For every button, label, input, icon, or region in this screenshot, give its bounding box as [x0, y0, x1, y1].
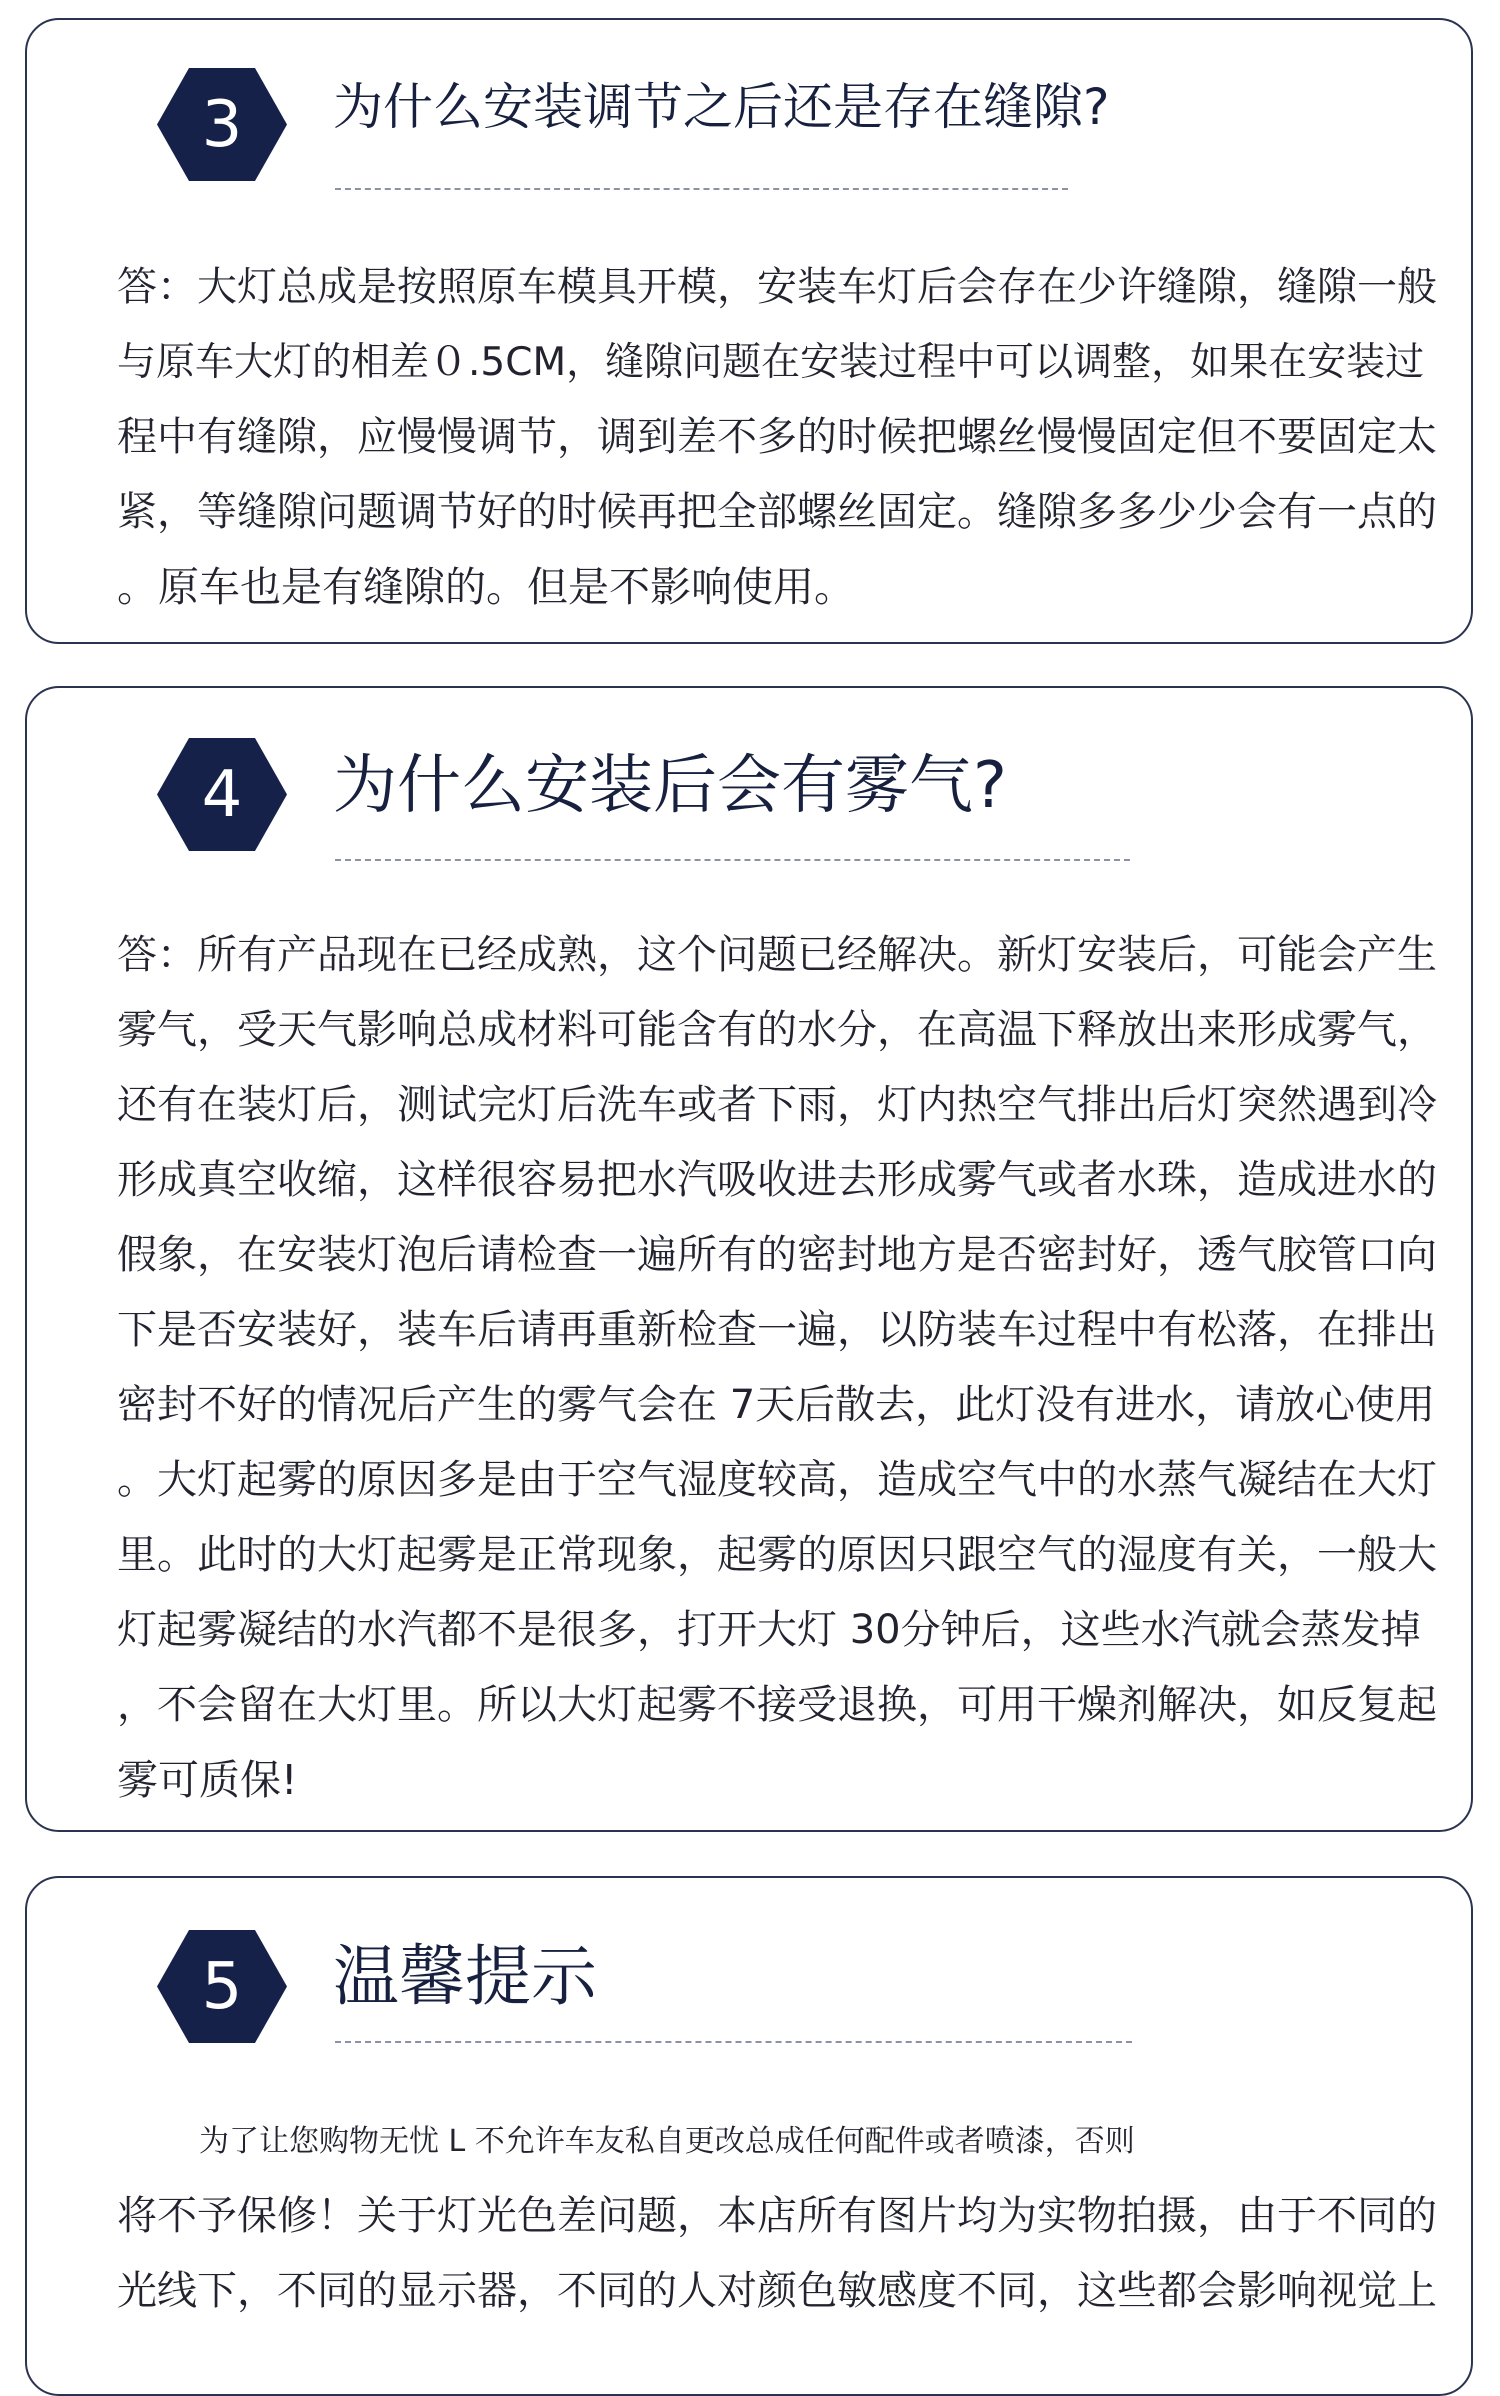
answer-line: 。原车也是有缝隙的。但是不影响使用。: [117, 563, 855, 611]
answer-line: 。大灯起雾的原因多是由于空气湿度较高，造成空气中的水蒸气凝结在大灯: [117, 1457, 1437, 1503]
notice-text: [117, 2104, 1447, 2329]
dashed-divider: [335, 859, 1130, 861]
question-title: 为什么安装后会有雾气?: [333, 749, 1007, 823]
answer-line: 密封不好的情况后产生的雾气会在 7天后散去，此灯没有进水，请放心使用: [117, 1382, 1436, 1428]
answer-line: ，不会留在大灯里。所以大灯起雾不接受退换，可用干燥剂解决，如反复起: [117, 1682, 1437, 1728]
section-number: 4: [201, 757, 243, 832]
answer-text: [117, 918, 1447, 1818]
answer-line: 答：大灯总成是按照原车模具开模，安装车灯后会存在少许缝隙，缝隙一般: [117, 264, 1437, 310]
answer-line: 紧，等缝隙问题调节好的时候再把全部螺丝固定。缝隙多多少少会有一点的: [117, 489, 1437, 535]
answer-line: 灯起雾凝结的水汽都不是很多，打开大灯 30分钟后，这些水汽就会蒸发掉: [117, 1607, 1421, 1653]
hexagon-number-badge: [157, 738, 287, 851]
answer-line: 答：所有产品现在已经成熟，这个问题已经解决。新灯安装后，可能会产生: [117, 932, 1437, 978]
notice-line: 光线下，不同的显示器，不同的人对颜色敏感度不同，这些都会影响视觉上: [117, 2268, 1437, 2314]
notice-line: 将不予保修！关于灯光色差问题，本店所有图片均为实物拍摄，由于不同的: [117, 2193, 1437, 2239]
hexagon-number-badge: [157, 68, 287, 181]
answer-line: 形成真空收缩，这样很容易把水汽吸收进去形成雾气或者水珠，造成进水的: [117, 1157, 1437, 1203]
dashed-divider: [335, 2041, 1132, 2043]
notice-line: 为了让您购物无忧 L 不允许车友私自更改总成任何配件或者喷漆，否则: [199, 2124, 1135, 2159]
faq-card-3: [25, 18, 1473, 644]
answer-line: 下是否安装好，装车后请再重新检查一遍，以防装车过程中有松落，在排出: [117, 1307, 1437, 1353]
answer-line: 雾可质保!: [117, 1756, 298, 1804]
section-number: 5: [201, 1949, 243, 2024]
answer-line: 雾气，受天气影响总成材料可能含有的水分，在高温下释放出来形成雾气，: [117, 1007, 1437, 1053]
dashed-divider: [335, 188, 1068, 190]
section-title: 温馨提示: [333, 1938, 597, 2015]
section-number: 3: [201, 87, 243, 162]
answer-line: 与原车大灯的相差０.5CM，缝隙问题在安装过程中可以调整，如果在安装过: [117, 340, 1425, 385]
answer-line: 里。此时的大灯起雾是正常现象，起雾的原因只跟空气的湿度有关，一般大: [117, 1532, 1437, 1578]
answer-line: 程中有缝隙，应慢慢调节，调到差不多的时候把螺丝慢慢固定但不要固定太: [117, 414, 1437, 460]
hexagon-number-badge: [157, 1930, 287, 2043]
faq-card-4: [25, 686, 1473, 1832]
answer-text: [117, 250, 1447, 625]
answer-line: 还有在装灯后，测试完灯后洗车或者下雨，灯内热空气排出后灯突然遇到冷: [117, 1082, 1437, 1128]
question-title: 为什么安装调节之后还是存在缝隙?: [333, 78, 1110, 136]
faq-card-5: [25, 1876, 1473, 2396]
answer-line: 假象，在安装灯泡后请检查一遍所有的密封地方是否密封好，透气胶管口向: [117, 1232, 1437, 1278]
